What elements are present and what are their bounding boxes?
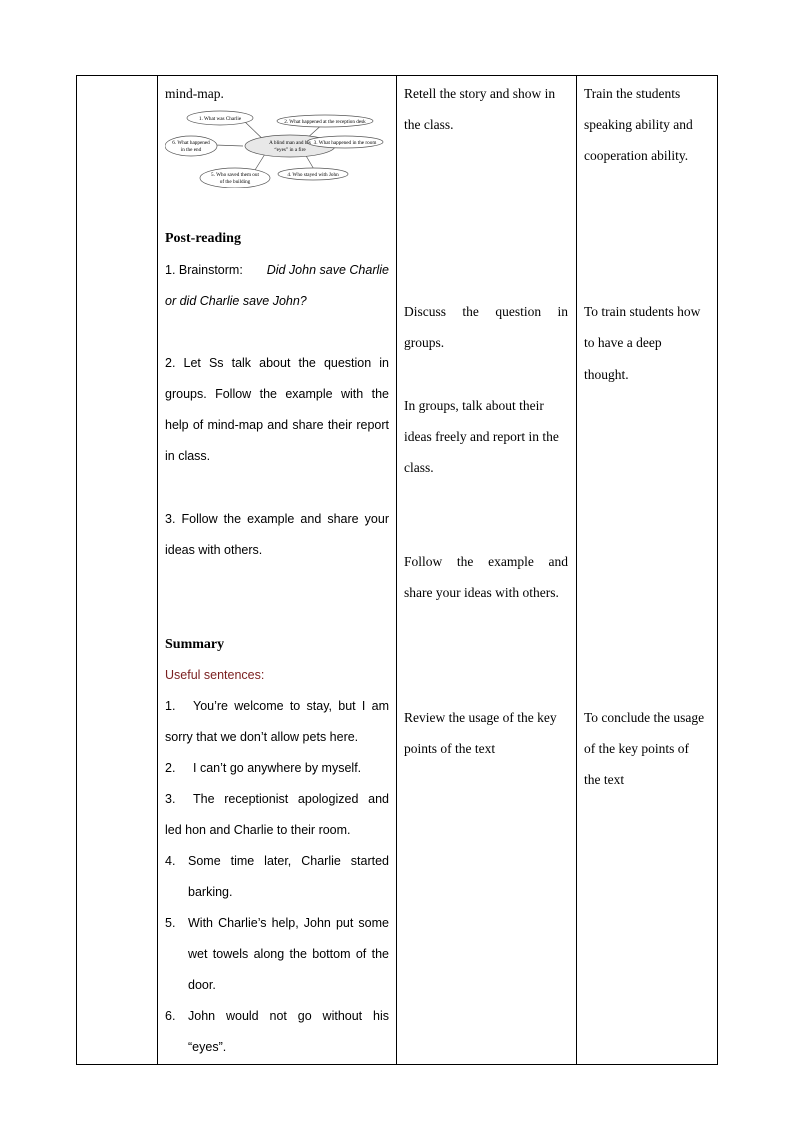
sentence-number: 5. <box>165 916 176 930</box>
sentence-line: barking. <box>188 885 233 899</box>
summary-heading: Summary <box>165 637 225 652</box>
sentence-line: John would not go without his <box>188 1009 389 1023</box>
mindmap-node-6-line2: in the end <box>180 147 202 153</box>
item2-line: groups. Follow the example with the <box>165 387 389 401</box>
sentence-number: 2. <box>165 761 176 775</box>
activity-line: the class. <box>404 117 454 132</box>
mindmap-center-line1: A blind man and his <box>269 140 311 146</box>
sentence-line: wet towels along the bottom of the <box>188 947 389 961</box>
sentence-line: You’re welcome to stay, but I am <box>193 699 389 713</box>
lesson-table <box>76 75 718 1065</box>
mindmap-node-5-line1: 5. Who saved them out <box>211 172 259 178</box>
procedure-cell <box>157 76 397 1064</box>
brainstorm-line1 <box>165 255 389 286</box>
purpose-line: cooperation ability. <box>584 148 689 163</box>
purpose-line: speaking ability and <box>584 117 693 132</box>
item2-line: 2. Let Ss talk about the question in <box>165 356 389 370</box>
sentence-line: “eyes”. <box>188 1040 227 1054</box>
activity-line: groups. <box>404 335 445 350</box>
sentence-number: 6. <box>165 1009 176 1023</box>
mindmap-node-1-label: 1. What was Charlie <box>198 116 242 122</box>
activity-line: class. <box>404 460 434 475</box>
mindmap-node-4-label: 4. Who stayed with John <box>287 172 339 178</box>
item2-line: in class. <box>165 449 211 463</box>
activity-line: share your ideas with others. <box>404 585 559 600</box>
activity-line: points of the text <box>404 741 496 756</box>
activity-line: Discuss the question in <box>404 304 568 319</box>
item3-line: 3. Follow the example and share your <box>165 512 389 526</box>
sentence-line: led hon and Charlie to their room. <box>165 823 351 837</box>
sentence-line: Some time later, Charlie started <box>188 854 389 868</box>
purpose-line: thought. <box>584 367 629 382</box>
activity-line: Review the usage of the key <box>404 710 557 725</box>
brainstorm-question: Did John save Charlie <box>266 263 389 277</box>
mindmap-node-6 <box>165 136 217 156</box>
mindmap-node-6-line1: 6. What happened <box>172 140 210 146</box>
activity-line: Retell the story and show in <box>404 86 556 101</box>
sentence-number: 1. <box>165 699 176 713</box>
purpose-line: the text <box>584 772 625 787</box>
mindmap-intro: mind-map. <box>165 86 224 101</box>
activity-cell <box>397 76 577 1064</box>
purpose-cell <box>577 76 718 1064</box>
purpose-line: To conclude the usage <box>584 710 705 725</box>
sentence-number: 3. <box>165 792 176 806</box>
mindmap-node-5-line2: of the building <box>219 179 251 185</box>
sentence-line: With Charlie’s help, John put some <box>188 916 389 930</box>
activity-line: Follow the example and <box>404 554 568 569</box>
mind-map-diagram <box>165 108 395 188</box>
mindmap-node-2-label: 2. What happened at the reception desk <box>284 119 366 125</box>
mindmap-center-line2: “eyes” in a fire <box>274 147 306 153</box>
mindmap-node-3-label: 3. What happened in the room <box>313 140 377 146</box>
sentence-line: door. <box>188 978 216 992</box>
purpose-line: of the key points of <box>584 741 689 756</box>
activity-line: In groups, talk about their <box>404 398 544 413</box>
brainstorm-prefix: 1. Brainstorm: <box>165 263 243 277</box>
item3-line: ideas with others. <box>165 543 263 557</box>
sentence-line: I can’t go anywhere by myself. <box>193 761 362 775</box>
sentence-line: The receptionist apologized and <box>193 792 389 806</box>
purpose-line: To train students how <box>584 304 701 319</box>
sentence-line: sorry that we don’t allow pets here. <box>165 730 359 744</box>
post-reading-heading: Post-reading <box>165 231 241 246</box>
activity-line: ideas freely and report in the <box>404 429 559 444</box>
brainstorm-line2: or did Charlie save John? <box>165 294 307 308</box>
purpose-line: to have a deep <box>584 335 662 350</box>
mindmap-node-5 <box>200 168 270 188</box>
purpose-line: Train the students <box>584 86 681 101</box>
sentence-number: 4. <box>165 854 176 868</box>
useful-sentences-label: Useful sentences: <box>165 668 265 682</box>
item2-line: help of mind-map and share their report <box>165 418 389 432</box>
